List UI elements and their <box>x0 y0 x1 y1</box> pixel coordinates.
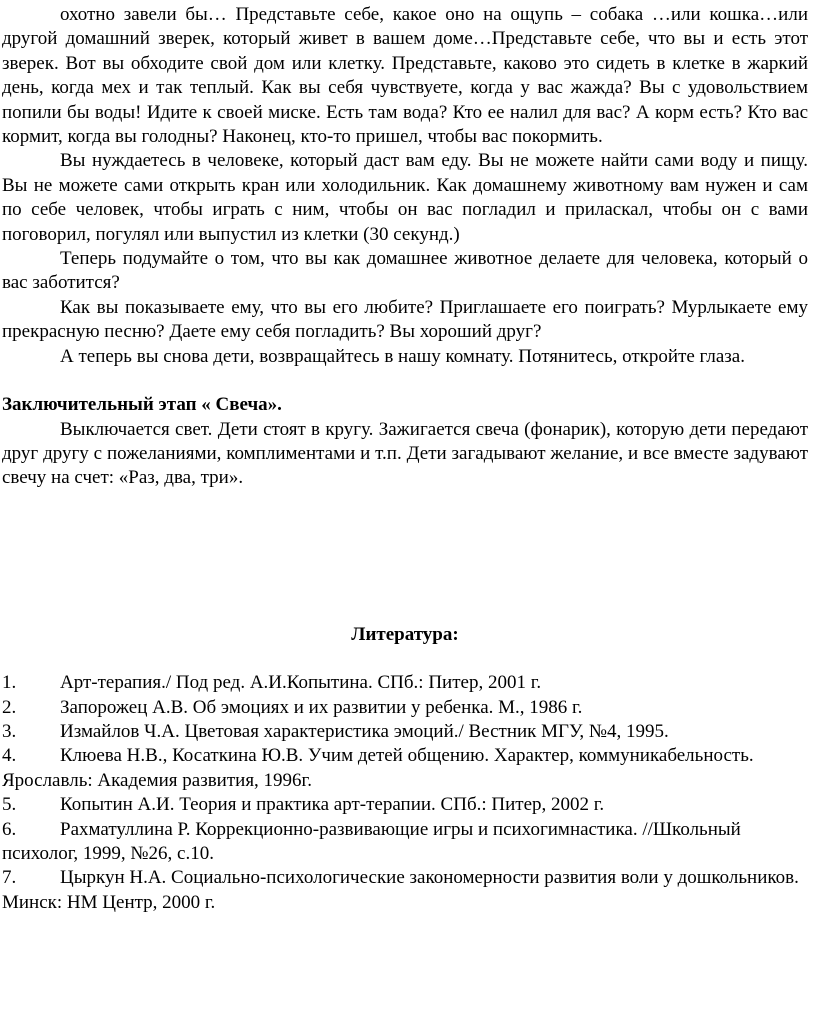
reference-item <box>2 720 808 744</box>
reference-text: Запорожец А.В. Об эмоциях и их развитии у ребенка. М., 1986 г. <box>60 696 583 718</box>
reference-item <box>2 818 808 867</box>
reference-number: 5. <box>2 794 17 816</box>
reference-text: Цыркун Н.А. Социально-психологические закономерности развития воли у дошкольников. Минск: НМ Центр, 2000 г. <box>2 867 799 913</box>
paragraph: Теперь подумайте о том, что вы как домашнее животное делаете для человека, который о вас заботится? <box>2 248 808 294</box>
reference-number: 2. <box>2 696 17 718</box>
final-stage-text: Выключается свет. Дети стоят в кругу. Зажигается свеча (фонарик), которую дети передают друг другу с пожеланиями, комплиментами и т.п. Дети загадывают желание, и все вместе задувают свечу на счет: «Раз, два, три». <box>2 418 808 489</box>
reference-text: Арт-терапия./ Под ред. А.И.Копытина. СПб.: Питер, 2001 г. <box>60 672 542 694</box>
paragraph: А теперь вы снова дети, возвращайтесь в нашу комнату. Потянитесь, откройте глаза. <box>60 345 745 367</box>
reference-number: 3. <box>2 720 17 742</box>
reference-text: Копытин А.И. Теория и практика арт-терапии. СПб.: Питер, 2002 г. <box>60 794 605 816</box>
reference-item <box>2 671 808 695</box>
relaxation-text <box>2 3 808 369</box>
reference-number: 1. <box>2 672 17 694</box>
reference-item <box>2 866 808 915</box>
reference-text: Клюева Н.В., Косаткина Ю.В. Учим детей общению. Характер, коммуникабельность. Ярославль: Академия развития, 1996г. <box>2 745 754 791</box>
reference-number: 4. <box>2 745 17 767</box>
paragraph: охотно завели бы… Представьте себе, какое оно на ощупь – собака …или кошка…или другой домашний зверек, который живет в вашем доме…Представьте себе, что вы и есть этот зверек. Вот вы обходите свой дом или клетку. Представьте, каково это сидеть в клетке в жаркий день, когда мех и так теплый. Как вы себя чувствуете, когда у вас жажда? Вы с удовольствием попили бы воды! Идите к своей миске. Есть там вода? Кто ее налил для вас? А корм есть? Кто вас кормит, когда вы голодны? Наконец, кто-то пришел, чтобы вас покормить. <box>2 4 808 148</box>
paragraph: Как вы показываете ему, что вы его любите? Приглашаете его поиграть? Мурлыкаете ему прекрасную песню? Даете ему себя погладить? Вы хороший друг? <box>2 296 808 343</box>
reference-number: 7. <box>2 867 17 889</box>
reference-number: 6. <box>2 818 17 840</box>
literature-title: Литература: <box>351 623 459 645</box>
reference-item <box>2 793 808 817</box>
reference-item <box>2 744 808 793</box>
reference-text: Измайлов Ч.А. Цветовая характеристика эмоций./ Вестник МГУ, №4, 1995. <box>60 720 669 742</box>
reference-item <box>2 696 808 720</box>
final-stage-heading: Заключительный этап « Свеча». <box>2 394 282 416</box>
literature-section <box>2 623 808 915</box>
paragraph: Вы нуждаетесь в человеке, который даст вам еду. Вы не можете найти сами воду и пищу. Вы не можете сами открыть кран или холодильник. Как домашнему животному вам нужен и сам по себе человек, чтобы играть с ним, чтобы он вас погладил и приласкал, чтобы он с вами поговорил, погулял или выпустил из клетки (30 секунд.) <box>2 150 808 245</box>
reference-text: Рахматуллина Р. Коррекционно-развивающие игры и психогимнастика. //Школьный психолог, 1999, №26, с.10. <box>2 818 741 864</box>
final-stage-section <box>2 393 808 491</box>
